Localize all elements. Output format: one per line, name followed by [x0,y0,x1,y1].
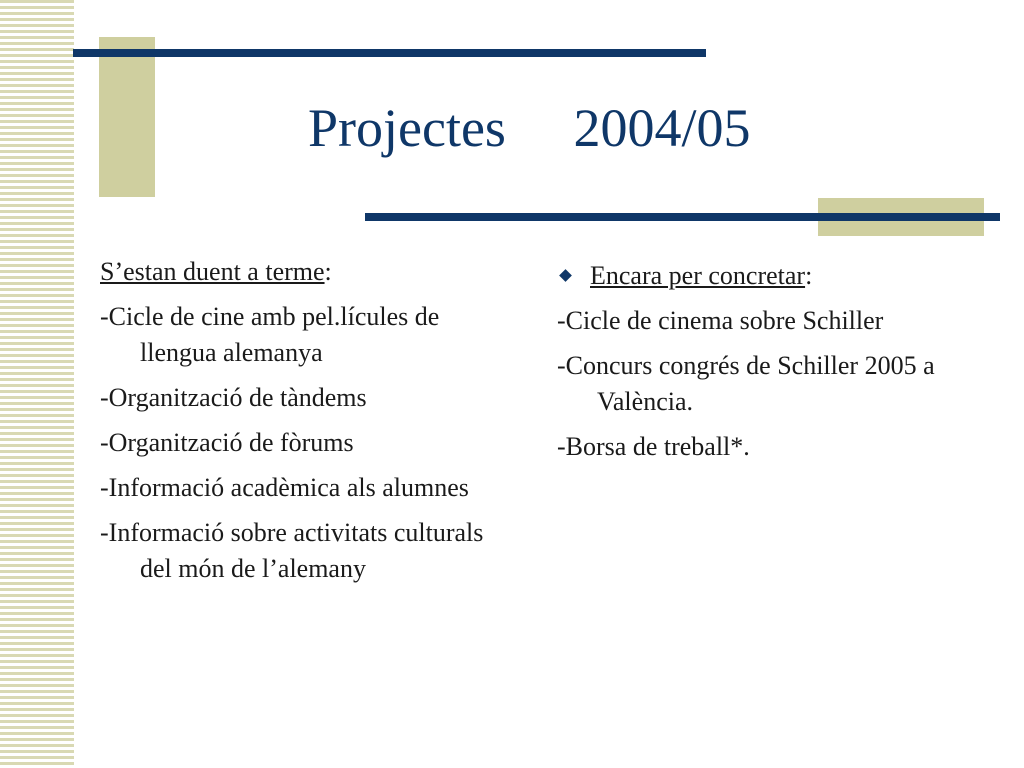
decorative-olive-block-top [99,37,155,197]
right-list-item: -Borsa de treball*. [557,432,750,461]
slide-title: Projectes 2004/05 [308,98,751,158]
diamond-bullet-icon [559,269,572,282]
decorative-bar-bottom [365,213,1000,221]
decorative-stripes [0,0,74,768]
left-list-item: -Organització de tàndems [100,383,367,412]
right-heading-wrap [590,258,812,294]
right-heading-text: Encara per concretar [590,261,806,290]
left-list-item: -Informació acadèmica als alumnes [100,473,469,502]
right-list-item: -Cicle de cinema sobre Schiller [557,306,884,335]
left-heading [100,254,520,290]
left-heading-colon: : [324,257,332,286]
left-list-item: -Informació sobre activitats culturals del món de l’alemany [100,518,484,583]
decorative-bar-top [73,49,706,57]
left-heading-text: S’estan duent a terme [100,257,325,286]
left-list-item: -Organització de fòrums [100,428,354,457]
right-list-item: -Concurs congrés de Schiller 2005 a València. [557,351,935,416]
left-column [100,254,520,596]
right-heading [557,258,997,294]
right-column [557,258,997,474]
right-heading-colon: : [805,261,813,290]
left-list-item: -Cicle de cine amb pel.lícules de llengua alemanya [100,302,440,367]
